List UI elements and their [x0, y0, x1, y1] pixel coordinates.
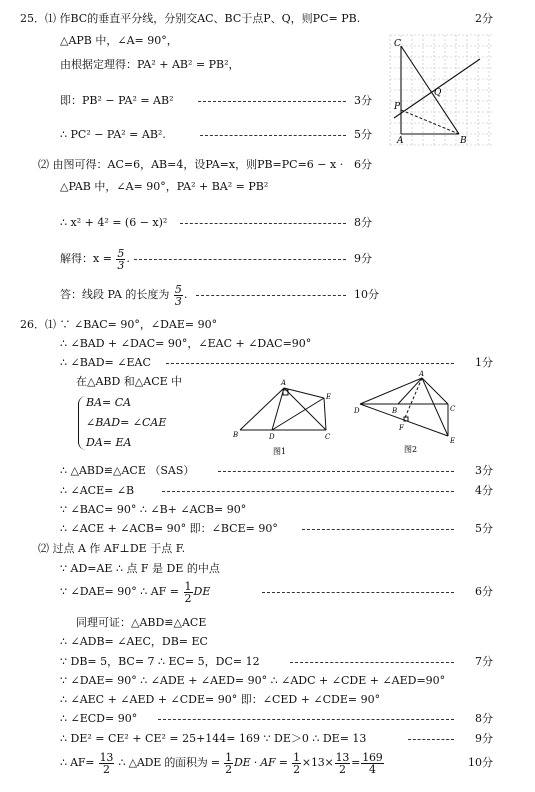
leader-dashes [262, 592, 454, 593]
fig2-label-a: A [419, 370, 425, 378]
numerator: 5 [117, 246, 125, 260]
figure-2 [352, 370, 462, 456]
p25-line-3: 由根据定理得：PA² + AB² = PB²， [60, 58, 240, 71]
p26-line-1: 26．⑴ ∵ ∠BAC= 90°，∠DAE= 90° [20, 318, 218, 331]
fraction [361, 752, 383, 775]
numerator: 1 [225, 750, 232, 764]
leader-dashes [198, 101, 346, 102]
denominator: 2 [184, 591, 192, 605]
p26-score-14: 7分 [475, 655, 493, 668]
numerator: 13 [99, 750, 114, 764]
p26-score-5: 3分 [475, 464, 493, 477]
p26-line-19-b: ∴ △ADE 的面积为 = [118, 756, 220, 769]
p26-line-17: ∴ ∠ECD= 90° [60, 712, 138, 725]
p26-line-19-e: = [351, 756, 361, 769]
fraction [184, 581, 193, 604]
fraction [174, 284, 183, 307]
p26-line-8: ∴ ∠ACE + ∠ACB= 90° 即：∠BCE= 90° [60, 522, 278, 535]
system-eq-3: DA= EA [86, 436, 132, 449]
fig1-label-e: E [326, 393, 332, 401]
p25-score-4: 3分 [354, 94, 372, 107]
p26-line-5: ∴ △ABD≌△ACE （SAS） [60, 464, 195, 477]
fig1-label-b: B [233, 431, 239, 439]
label-b: B [460, 136, 467, 146]
leader-dashes [218, 471, 454, 472]
p25-score-9: 9分 [354, 252, 372, 265]
leader-dashes [166, 363, 454, 364]
figure-1 [232, 376, 342, 458]
numerator: 5 [174, 282, 182, 296]
p25-line-2: △APB 中，∠A= 90°， [60, 34, 178, 47]
p26-line-19-d: ×13× [301, 756, 334, 769]
p26-score-18: 9分 [475, 732, 493, 745]
leader-dashes [134, 259, 346, 260]
label-a: A [397, 136, 404, 146]
p25-score-6: 6分 [354, 158, 372, 171]
p26-line-19 [60, 748, 385, 778]
leader-dashes [180, 223, 346, 224]
fraction [224, 752, 233, 775]
p26-line-19-a: ∴ AF= [60, 756, 95, 769]
fig2-label-c: C [450, 405, 456, 413]
fraction [335, 752, 351, 775]
leader-dashes [200, 135, 346, 136]
p26-line-6: ∴ ∠ACE= ∠B [60, 484, 135, 497]
p26-line-10: ∵ AD=AE ∴ 点 F 是 DE 的中点 [60, 562, 220, 575]
fraction [99, 752, 115, 775]
p26-score-11: 6分 [475, 585, 493, 598]
system-eq-1: BA= CA [86, 396, 132, 409]
fig1-label-d: D [269, 433, 275, 441]
denominator: 2 [102, 762, 110, 776]
p26-line-3: ∴ ∠BAD= ∠EAC [60, 356, 151, 369]
p25-score-5: 5分 [354, 128, 372, 141]
numerator: 13 [335, 750, 350, 764]
p25-line-4: 即：PB² − PA² = AB² [60, 94, 174, 107]
label-p: P [394, 102, 401, 112]
p25-figure [388, 33, 496, 147]
denominator: 2 [225, 762, 232, 776]
p26-line-14: ∵ DB= 5，BC= 7 ∴ EC= 5，DC= 12 [60, 655, 260, 668]
p26-score-3: 1分 [475, 356, 493, 369]
fraction [292, 752, 301, 775]
leader-dashes [196, 295, 346, 296]
leader-dashes [408, 739, 454, 740]
p26-line-11-text: ∵ ∠DAE= 90° ∴ AF = [60, 585, 179, 598]
p26-line-7: ∵ ∠BAC= 90° ∴ ∠B+ ∠ACB= 90° [60, 503, 247, 516]
p26-line-11 [60, 578, 210, 606]
denominator: 2 [293, 762, 300, 776]
p26-line-11-tail: DE [193, 585, 211, 598]
p25-line-8: ∴ x² + 4² = (6 − x)² [60, 216, 168, 229]
label-c: C [394, 39, 401, 49]
label-q: Q [434, 88, 442, 98]
fig1-label-c: C [325, 433, 331, 441]
p25-score-10: 10分 [354, 288, 379, 301]
leader-dashes [158, 719, 454, 720]
fig2-label-d: D [354, 407, 360, 415]
p26-score-17: 8分 [475, 712, 493, 725]
fig1-label-a: A [281, 379, 287, 387]
p25-line-7: △PAB 中，∠A= 90°，PA² + BA² = PB² [60, 180, 269, 193]
system-eq-2: ∠BAD= ∠CAE [86, 416, 167, 429]
fig2-label-e: E [450, 437, 456, 445]
p26-line-18: ∴ DE² = CE² + CE² = 25+144= 169 ∵ DE＞0 ∴ DE= 13 [60, 732, 367, 745]
p26-line-15: ∵ ∠DAE= 90° ∴ ∠ADE + ∠AED= 90° ∴ ∠ADC + ∠CDE + ∠AED=90° [60, 674, 446, 687]
p25-score-1: 2分 [475, 12, 493, 25]
figure-1-caption: 图1 [273, 447, 287, 456]
fraction [116, 248, 125, 271]
p26-score-8: 5分 [475, 522, 493, 535]
p26-line-2: ∴ ∠BAD + ∠DAC= 90°，∠EAC + ∠DAC=90° [60, 337, 312, 350]
p26-line-12: 同理可证：△ABD≌△ACE [76, 616, 207, 629]
p26-score-19: 10分 [468, 756, 493, 769]
p26-line-9: ⑵ 过点 A 作 AF⊥DE 于点 F. [38, 542, 186, 555]
p26-line-13: ∴ ∠ADB= ∠AEC，DB= EC [60, 635, 208, 648]
p26-line-16: ∴ ∠AEC + ∠AED + ∠CDE= 90° 即：∠CED + ∠CDE= 90° [60, 693, 381, 706]
p25-line-9: 解得：x = $\frac{5}{3}$ . [60, 246, 130, 272]
p25-line-1: 25．⑴ 作BC的垂直平分线，分别交AC、BC于点P、Q，则PC= PB. [20, 12, 361, 25]
leader-dashes [290, 662, 454, 663]
leader-dashes [302, 529, 454, 530]
figure-2-caption: 图2 [404, 445, 418, 454]
p26-line-19-c: DE · AF = [233, 756, 288, 769]
numerator: 1 [293, 750, 300, 764]
leader-dashes [162, 491, 454, 492]
numerator: 169 [362, 750, 383, 764]
denominator: 3 [117, 258, 125, 272]
denominator: 4 [369, 762, 376, 776]
fig2-label-f: F [399, 424, 404, 432]
p25-line-9-text: 解得：x = [60, 252, 112, 265]
numerator: 1 [184, 579, 192, 593]
p25-line-6: ⑵ 由图可得：AC=6，AB=4，设PA=x，则PB=PC=6 − x · [38, 158, 344, 171]
p25-line-10-text: 答：线段 PA 的长度为 [60, 288, 170, 301]
p25-line-5: ∴ PC² − PA² = AB². [60, 128, 166, 141]
p26-score-6: 4分 [475, 484, 493, 497]
p25-line-10: 答：线段 PA 的长度为 $\frac{5}{3}$ . [60, 282, 188, 308]
denominator: 3 [174, 294, 182, 308]
denominator: 2 [338, 762, 346, 776]
p25-score-8: 8分 [354, 216, 372, 229]
p26-line-4: 在△ABD 和△ACE 中 [76, 375, 183, 388]
fig2-label-b: B [392, 407, 398, 415]
